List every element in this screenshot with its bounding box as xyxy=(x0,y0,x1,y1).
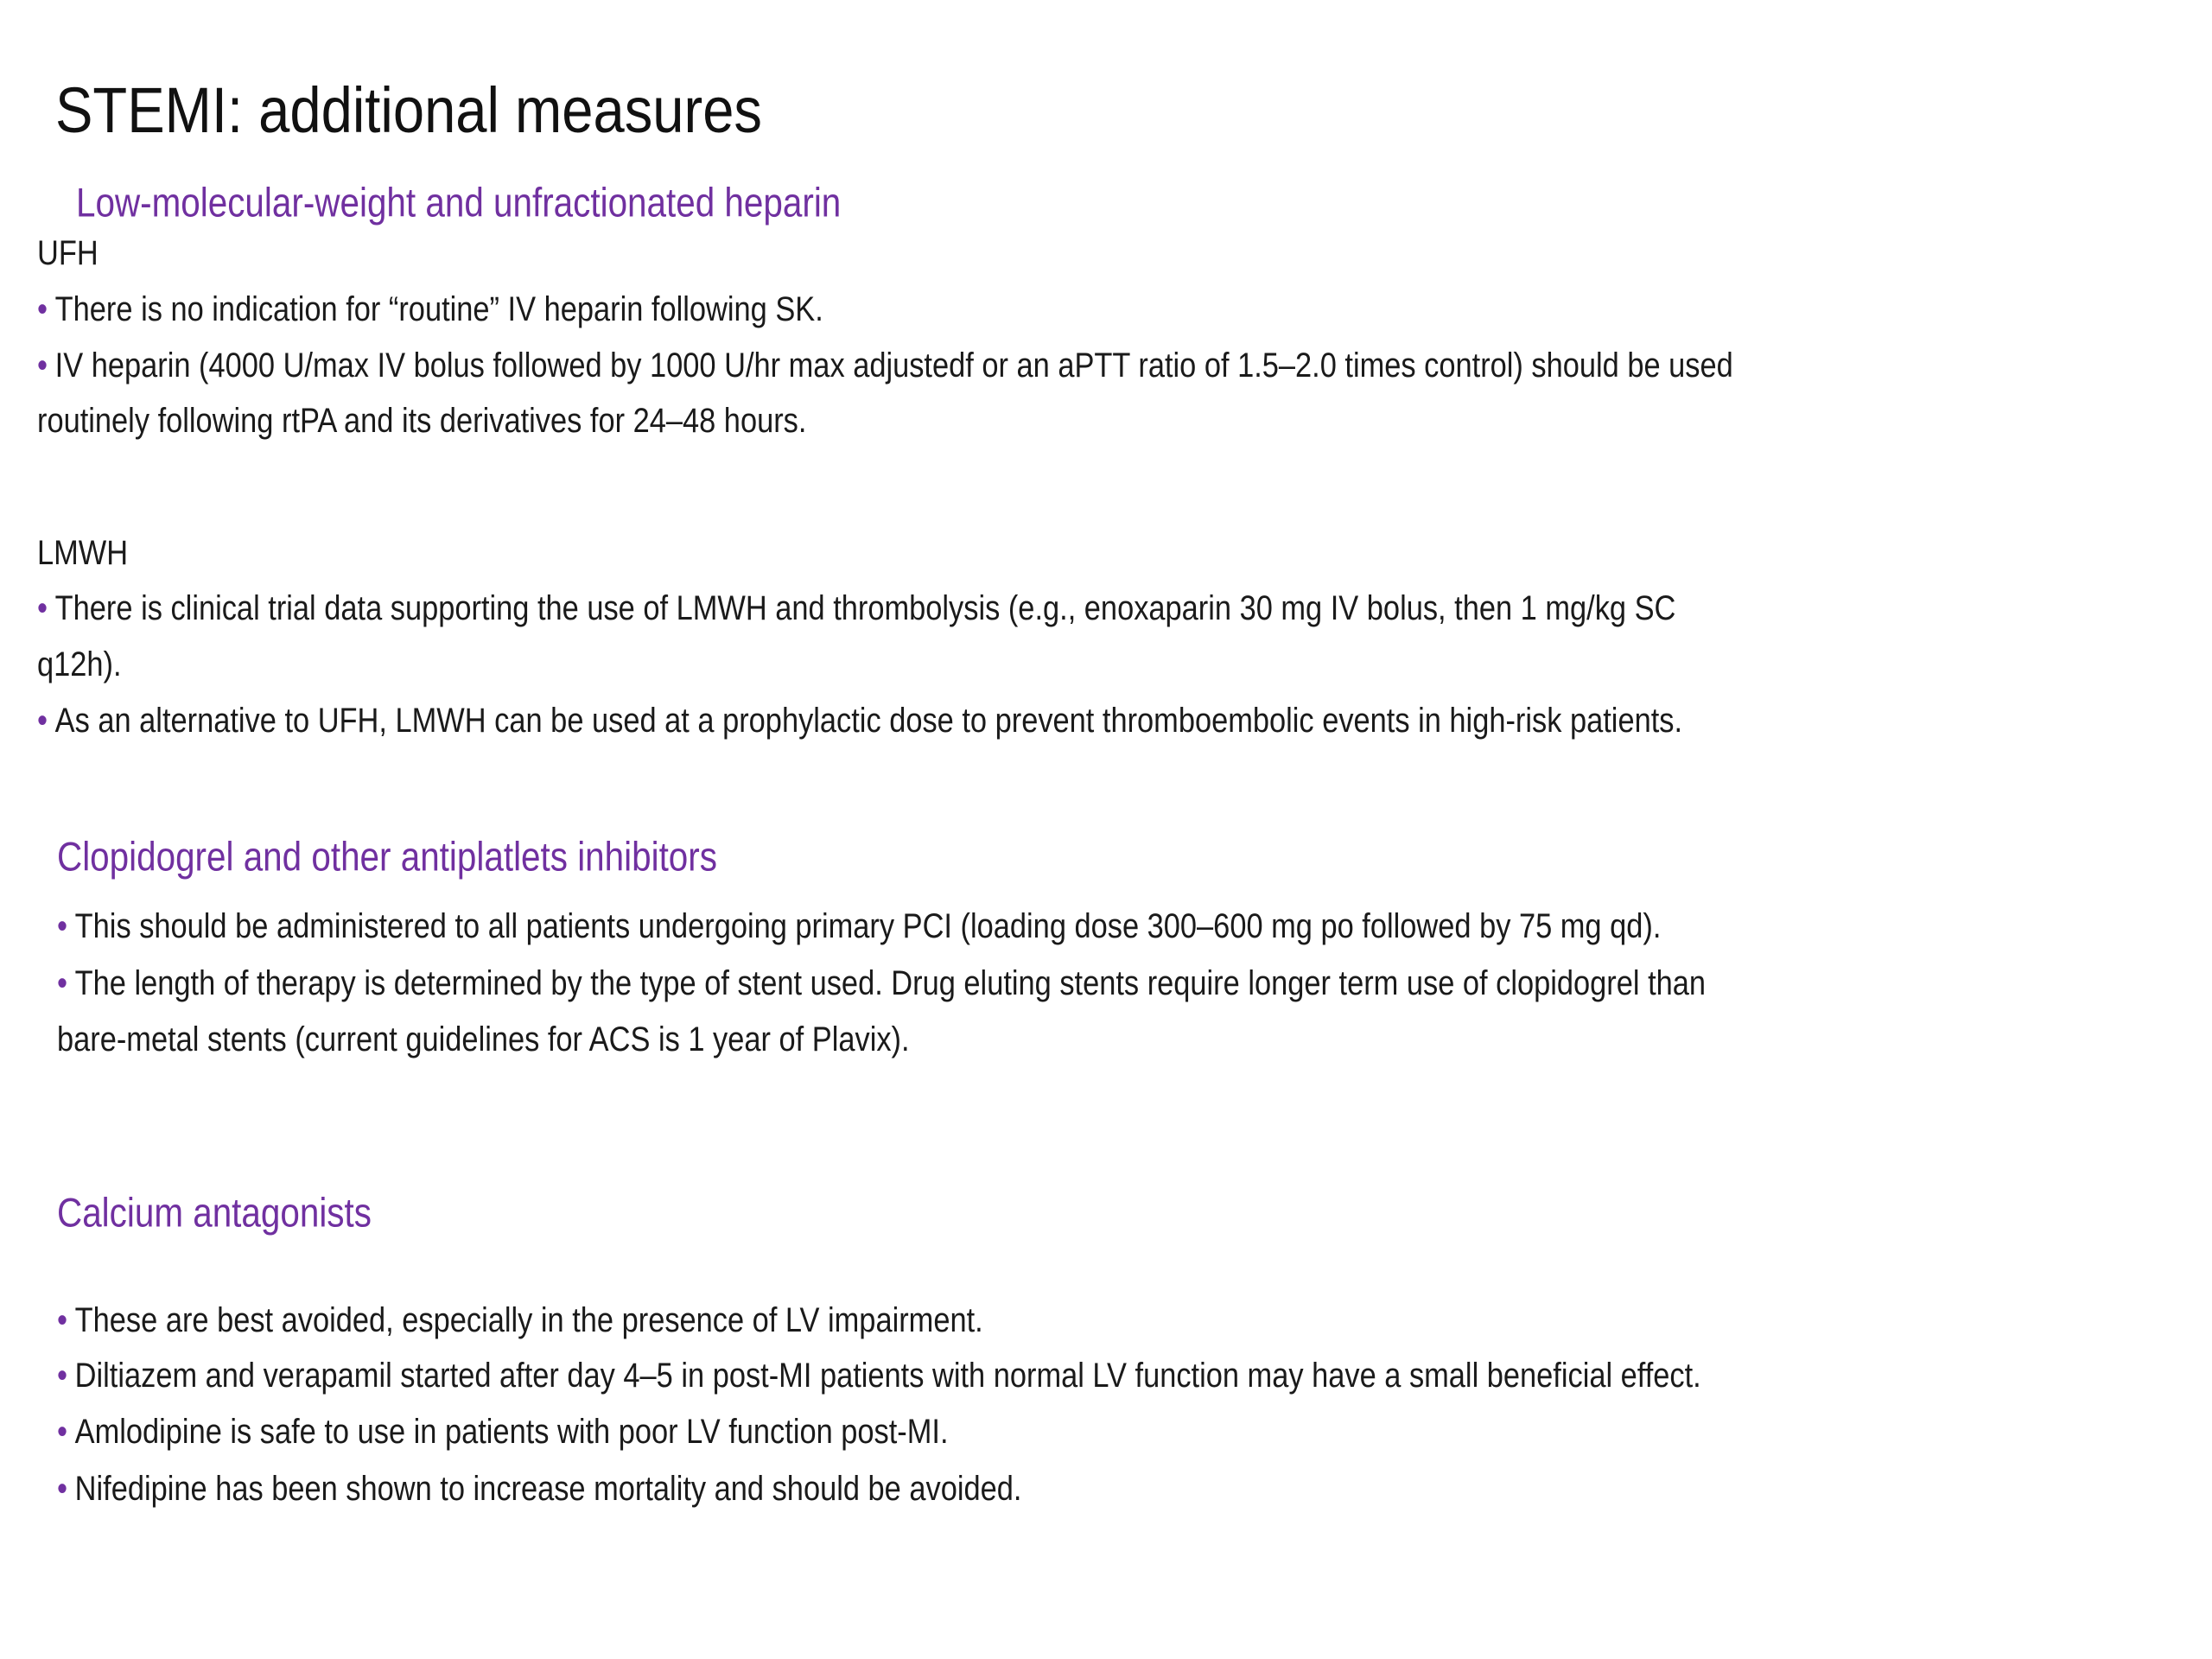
bullet-icon: • xyxy=(57,1413,68,1451)
heading-calcium-antagonists: Calcium antagonists xyxy=(57,1189,372,1236)
heading-clopidogrel: Clopidogrel and other antiplatlets inhibitors xyxy=(57,833,717,880)
bullet-icon: • xyxy=(37,346,48,385)
bullet-item: • These are best avoided, especially in the presence of LV impairment. xyxy=(57,1301,983,1339)
bullet-icon: • xyxy=(37,290,48,328)
bullet-continuation: q12h). xyxy=(37,645,122,683)
bullet-icon: • xyxy=(37,702,48,740)
bullet-item: • IV heparin (4000 U/max IV bolus followed by 1000 U/hr max adjustedf or an aPTT ratio of 1.5–2.0 times control) should be used xyxy=(37,346,1733,385)
bullet-item: • As an alternative to UFH, LMWH can be used at a prophylactic dose to prevent thromboembolic events in high-risk patients. xyxy=(37,702,1683,740)
bullet-icon: • xyxy=(57,1357,68,1395)
bullet-item: • There is no indication for “routine” IV heparin following SK. xyxy=(37,290,823,328)
bullet-item: • The length of therapy is determined by the type of stent used. Drug eluting stents require longer term use of clopidogrel than xyxy=(57,964,1707,1002)
bullet-item: • Diltiazem and verapamil started after day 4–5 in post-MI patients with normal LV function may have a small beneficial effect. xyxy=(57,1357,1701,1395)
label-lmwh: LMWH xyxy=(37,534,129,572)
bullet-icon: • xyxy=(57,1470,68,1508)
bullet-item: • This should be administered to all patients undergoing primary PCI (loading dose 300–600 mg po followed by 75 mg qd). xyxy=(57,907,1662,945)
bullet-continuation: bare-metal stents (current guidelines for ACS is 1 year of Plavix). xyxy=(57,1020,910,1058)
bullet-item: • There is clinical trial data supporting the use of LMWH and thrombolysis (e.g., enoxaparin 30 mg IV bolus, then 1 mg/kg SC xyxy=(37,589,1676,627)
bullet-icon: • xyxy=(57,1301,68,1339)
bullet-item: • Amlodipine is safe to use in patients with poor LV function post-MI. xyxy=(57,1413,949,1451)
slide-title: STEMI: additional measures xyxy=(55,74,762,146)
bullet-icon: • xyxy=(57,907,68,945)
label-ufh: UFH xyxy=(37,234,99,272)
bullet-icon: • xyxy=(37,589,48,627)
bullet-item: • Nifedipine has been shown to increase mortality and should be avoided. xyxy=(57,1470,1022,1508)
bullet-continuation: routinely following rtPA and its derivatives for 24–48 hours. xyxy=(37,402,807,440)
bullet-icon: • xyxy=(57,964,68,1002)
heading-heparin: Low-molecular-weight and unfractionated heparin xyxy=(76,179,842,226)
